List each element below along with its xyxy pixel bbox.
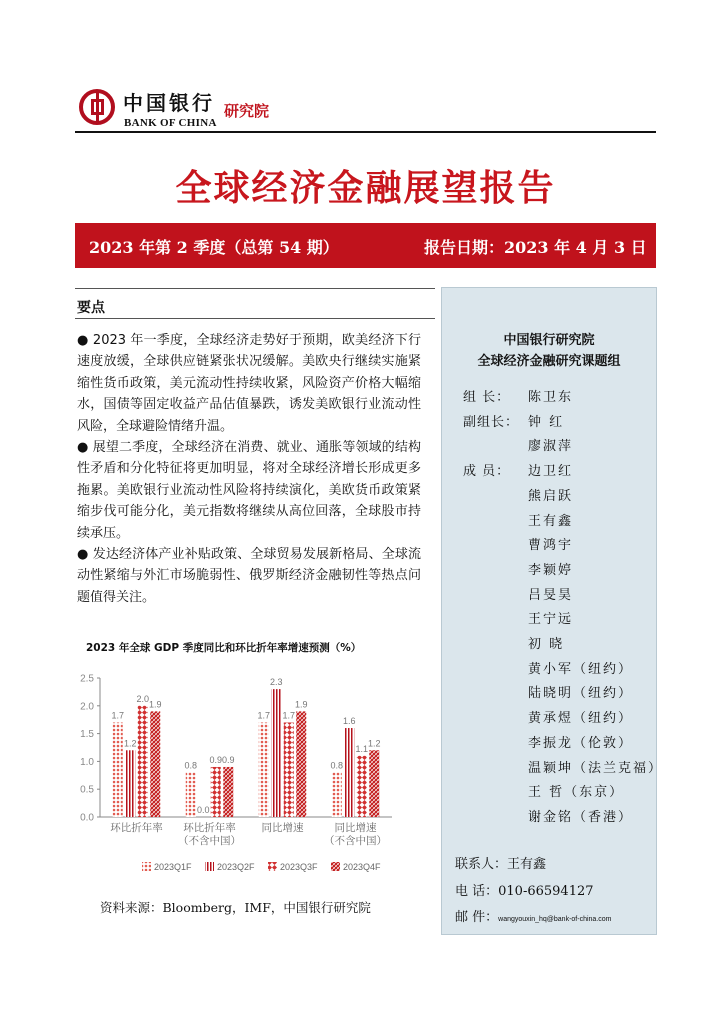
panel-group: 全球经济金融研究课题组 (477, 354, 621, 369)
bar (223, 767, 233, 817)
legend-swatch (142, 862, 151, 871)
y-tick-label: 0.5 (80, 784, 94, 796)
bar-value-label: 0.8 (184, 760, 198, 771)
bar-value-label: 1.6 (342, 716, 356, 727)
section-divider-bottom (75, 318, 435, 319)
bar (344, 728, 354, 817)
member-role: 组 长： (463, 390, 511, 405)
member-name: 黄小军（纽约） (528, 661, 634, 677)
member-name: 温颖坤（法兰克福） (528, 760, 664, 776)
member-name: 陆晓明（纽约） (528, 686, 634, 702)
member-name: 李颖婷 (528, 562, 574, 578)
report-date: 报告日期：2023 年 4 月 3 日 (424, 238, 647, 257)
bar-value-label: 1.2 (367, 738, 381, 749)
bar-value-label: 1.7 (282, 710, 296, 721)
summary-bullets (77, 330, 421, 608)
y-tick-label: 1.5 (80, 729, 94, 741)
legend-swatch (205, 862, 214, 871)
legend-swatch (331, 862, 340, 871)
y-tick-label: 2.0 (80, 701, 94, 713)
bar (284, 722, 294, 817)
contact-label: 联系人： (455, 857, 508, 872)
gdp-forecast-chart (72, 660, 402, 882)
x-tick-label: 环比折年率 (110, 822, 163, 834)
chart-title: 2023 年全球 GDP 季度同比和环比折年率增速预测（%） (86, 642, 362, 654)
bar (259, 722, 269, 817)
bar (113, 722, 123, 817)
legend-label: 2023Q1F (154, 862, 192, 872)
member-name: 李振龙（伦敦） (528, 735, 634, 751)
bar (369, 750, 379, 817)
bar (211, 767, 221, 817)
bar (271, 689, 281, 817)
member-name: 黄承煜（纽约） (528, 711, 634, 727)
member-name: 钟 红 (528, 414, 565, 430)
phone-row (455, 880, 594, 899)
legend-label: 2023Q4F (343, 862, 381, 872)
member-name: 王 哲（东京） (528, 785, 625, 801)
y-tick-label: 1.0 (80, 756, 94, 768)
bar-value-label: 1.2 (123, 738, 137, 749)
legend-label: 2023Q3F (280, 862, 318, 872)
bar (138, 706, 148, 817)
member-name: 曹鸿宇 (528, 538, 574, 554)
report-title: 全球经济金融展望报告 (175, 168, 556, 209)
department-name: 研究院 (224, 102, 270, 120)
y-tick-label: 2.5 (80, 673, 94, 685)
bar (150, 711, 160, 817)
bar-value-label: 0.8 (330, 760, 344, 771)
contact-row (455, 853, 546, 872)
chart-source: 资料来源：Bloomberg，IMF，中国银行研究院 (100, 900, 371, 915)
summary-bullet: ● 2023 年一季度，全球经济走势好于预期，欧美经济下行速度放缓，全球供应链紧张状况缓解。美欧央行继续实施紧缩性货币政策，美元流动性持续收紧，风险资产价格大幅缩水，国债等固定收益产品估值暴跌，诱发美欧银行业流动性风险，全球避险情绪升温。 (77, 333, 421, 434)
legend-swatch (268, 862, 277, 871)
bar (296, 711, 306, 817)
bar-value-label: 0.9 (221, 754, 235, 765)
member-role: 副组长： (463, 414, 520, 430)
bar-value-label: 1.9 (294, 699, 308, 710)
bar-value-label: 1.9 (148, 699, 162, 710)
y-tick-label: 0.0 (80, 812, 94, 824)
x-tick-label: 环比折年率 (183, 822, 236, 834)
bar-value-label: 2.3 (269, 677, 283, 688)
member-name: 边卫红 (528, 464, 574, 480)
header-divider (75, 131, 656, 133)
section-divider-top (75, 288, 435, 289)
issue-number: 2023 年第 2 季度（总第 54 期） (89, 238, 339, 257)
email-row (455, 906, 611, 925)
legend-label: 2023Q2F (217, 862, 255, 872)
bar (332, 773, 342, 817)
member-name: 王宁远 (528, 612, 574, 628)
x-tick-label: （不含中国） (178, 835, 241, 847)
phone-number: 010-66594127 (498, 884, 594, 899)
x-tick-label: 同比增速 (334, 822, 377, 834)
bar-value-label: 0.0 (196, 805, 210, 815)
x-tick-label: 同比增速 (261, 822, 304, 834)
member-name: 王有鑫 (528, 513, 574, 529)
bar-value-label: 1.7 (257, 710, 271, 721)
bank-logo-bar (96, 92, 99, 122)
email-address: wangyouxin_hq@bank-of-china.com (498, 916, 612, 923)
phone-label: 电 话： (455, 884, 499, 899)
bar (357, 756, 367, 817)
member-name: 吕旻昊 (528, 587, 574, 603)
bar (125, 750, 135, 817)
member-role: 成 员： (463, 464, 511, 480)
member-name: 廖淑萍 (528, 439, 574, 455)
bar-value-label: 0.9 (209, 754, 223, 765)
panel-org: 中国银行研究院 (503, 333, 595, 348)
bar (186, 773, 196, 817)
summary-bullet: ● 展望二季度，全球经济在消费、就业、通胀等领域的结构性矛盾和分化特征将更加明显，将对全球经济增长形成更多拖累。美欧银行业流动性风险将持续演化，美欧货币政策紧缩步伐可能分化，美元指数将继续从高位回落，全球股市持续承压。 (77, 440, 421, 541)
contact-name: 王有鑫 (507, 857, 547, 872)
bar-value-label: 1.7 (111, 710, 125, 721)
bar-value-label: 2.0 (136, 693, 150, 704)
logo-english-name: BANK OF CHINA (124, 117, 217, 129)
logo-chinese-name: 中国银行 (123, 91, 215, 115)
section-title: 要点 (77, 300, 105, 316)
x-tick-label: （不含中国） (324, 835, 387, 847)
member-name: 陈卫东 (528, 390, 574, 405)
bar-value-label: 1.1 (355, 743, 369, 754)
email-label: 邮 件： (455, 910, 499, 925)
member-name: 谢金铭（香港） (528, 809, 634, 825)
member-name: 熊启跃 (528, 488, 574, 504)
member-name: 初 晓 (528, 637, 565, 652)
summary-bullet: ● 发达经济体产业补贴政策、全球贸易发展新格局、全球流动性紧缩与外汇市场脆弱性、俄罗斯经济金融韧性等热点问题值得关注。 (77, 547, 421, 605)
